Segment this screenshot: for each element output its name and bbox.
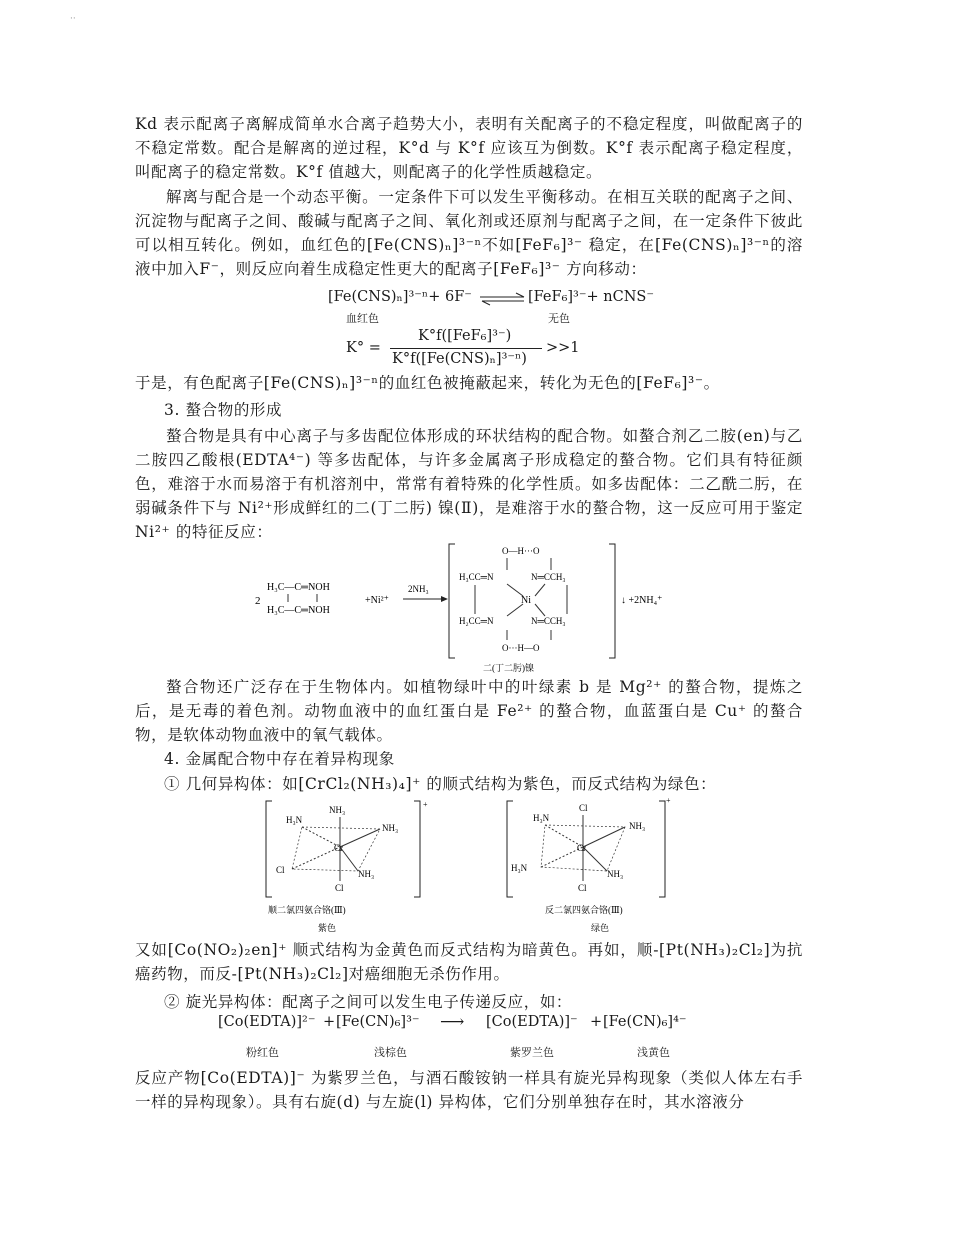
cis-cl-left: Cl (276, 865, 285, 875)
eq1-left: [Fe(CNS)ₙ]³⁻ⁿ+ 6F⁻ (328, 289, 472, 305)
ligand-bottom-left: H₂CC═N (459, 616, 494, 626)
equilibrium-arrow-icon (478, 291, 528, 307)
cis-charge: + (423, 800, 428, 809)
eq3-plus-2: + (590, 1014, 603, 1030)
eq3-b-color: 浅棕色 (374, 1046, 407, 1059)
eq3-d: [Fe(CN)₆]⁴⁻ (603, 1014, 687, 1030)
trans-nh3-right: NH₃ (629, 821, 646, 831)
eq2-lhs: K° = (346, 340, 381, 356)
paragraph-more-isomers: 又如[Co(NO₂)₂en]⁺ 顺式结构为金黄色而反式结构为暗黄色。再如，顺-[Pt(NH₃)₂Cl₂]为抗癌药物，而反-[Pt(NH₃)₂Cl₂]对癌细胞无杀伤作用。 (135, 941, 803, 983)
eq3-c-color: 紫罗兰色 (510, 1046, 554, 1059)
reactant-line-1: H₃C—C═NOH (267, 582, 330, 593)
hydrogen-bond-bottom: O···H—O (502, 643, 540, 653)
heading-isomerism: 4. 金属配合物中存在着异构现象 (164, 750, 395, 768)
eq3-b: [Fe(CN)₆]³⁻ (336, 1014, 420, 1030)
reaction-coefficient: 2 (255, 595, 261, 607)
eq3-plus-1: + (323, 1014, 336, 1030)
reactant-line-2: H₃C—C═NOH (267, 605, 330, 616)
trans-isomer-diagram (503, 797, 678, 942)
cis-isomer-name: 顺二氯四氨合铬(Ⅲ) (268, 905, 346, 915)
trans-isomer-name: 反二氯四氨合铬(Ⅲ) (545, 905, 623, 915)
eq1-right-label: 无色 (548, 312, 570, 325)
eq1-left-label: 血红色 (346, 312, 379, 325)
eq3-a: [Co(EDTA)]²⁻ (218, 1014, 316, 1030)
cis-chromium: Cr (334, 843, 343, 853)
reaction-condition: 2NH₃ (408, 584, 429, 594)
cis-isomer-diagram (262, 797, 432, 942)
hydrogen-bond-top: O—H···O (502, 546, 540, 556)
eq1-right: [FeF₆]³⁻+ nCNS⁻ (528, 289, 654, 305)
trans-nh3-bottom-right: NH₃ (607, 869, 624, 879)
ligand-top-left: H₃CC═N (459, 572, 494, 582)
eq3-a-color: 粉红色 (246, 1046, 279, 1059)
ligand-top-right: N═CCH₃ (531, 572, 566, 582)
corner-mark: ·· (70, 14, 76, 24)
fraction-bar (390, 348, 542, 349)
cis-isomer-color: 紫色 (318, 923, 337, 933)
trans-chromium: Cr (577, 843, 586, 853)
cis-nh3-top: NH₃ (329, 805, 346, 815)
paragraph-masking: 于是，有色配离子[Fe(CNS)ₙ]³⁻ⁿ的血红色被掩蔽起来，转化为无色的[FeF₆]³⁻。 (135, 374, 720, 392)
reaction-product: ↓ +2NH₄⁺ (621, 595, 663, 606)
cis-nh3-right: NH₃ (382, 823, 399, 833)
trans-h3n-bottom-left: H₃N (511, 863, 528, 873)
heading-chelate-formation: 3. 螯合物的形成 (164, 401, 283, 419)
nickel-dimethylglyoxime-reaction (255, 540, 700, 675)
eq2-rhs: >>1 (546, 340, 580, 356)
eq2-denominator: K°f([Fe(CNS)ₙ]³⁻ⁿ) (392, 351, 527, 367)
trans-charge: + (666, 797, 671, 805)
ligand-bottom-right: N═CCH₃ (531, 616, 566, 626)
cis-cl-bottom: Cl (335, 883, 344, 893)
reaction-arrow-icon (441, 596, 448, 602)
eq3-d-color: 浅黄色 (637, 1046, 670, 1059)
trans-h3n-top-left: H₃N (533, 813, 550, 823)
paragraph-stability-constants: K͏d 表示配离子离解成简单水合离子趋势大小，表明有关配离子的不稳定程度，叫做配离子的不稳定常数。配合是解离的逆过程，K°d 与 K°f 应该互为倒数。K°f 表示配离子稳定程度，叫配离子的稳定常数。K°f 值越大，则配离子的化学性质越稳定。 (135, 115, 803, 181)
paragraph-bio-chelates: 螯合物还广泛存在于生物体内。如植物绿叶中的叶绿素 b 是 Mg²⁺ 的螯合物，提炼之后，是无毒的着色剂。动物血液中的血红蛋白是 Fe²⁺ 的螯合物，血蓝蛋白是 Cu⁺ 的螯合物，是软体动物血液中的氧气载体。 (135, 678, 803, 744)
nickel-center: Ni (521, 595, 531, 606)
trans-cl-top: Cl (579, 803, 588, 813)
product-name: 二(丁二肟)镍 (483, 663, 534, 673)
paragraph-equilibrium: 解离与配合是一个动态平衡。一定条件下可以发生平衡移动。在相互关联的配离子之间、沉淀物与配离子之间、酸碱与配离子之间、氧化剂或还原剂与配离子之间，在一定条件下彼此可以相互转化。例如，血红色的[Fe(CNS)ₙ]³⁻ⁿ不如[FeF₆]³⁻ 稳定，在[Fe(CNS)ₙ]³⁻ⁿ的溶液中加入F⁻，则反应向着生成稳定性更大的配离子[FeF₆]³⁻ 方向移动： (135, 188, 803, 278)
paragraph-chelates: 螯合物是具有中心离子与多齿配位体形成的环状结构的配合物。如螯合剂乙二胺(en)与乙二胺四乙酸根(EDTA⁴⁻) 等多齿配体，与许多金属离子形成稳定的螯合物。它们具有特征颜色，难溶于水而易溶于有机溶剂中，常常有着特殊的化学性质。如多齿配体：二乙酰二肟，在弱碱条件下与 Ni²⁺形成鲜红的二(丁二肟) 镍(Ⅱ)，是难溶于水的螯合物，这一反应可用于鉴定 Ni²⁺ 的特征反应： (135, 427, 803, 541)
cis-nh3-bottom-right: NH₃ (358, 869, 375, 879)
cis-h3n: H₃N (286, 815, 303, 825)
reaction-arrow-icon: ⟶ (440, 1012, 465, 1032)
item-optical-isomers: ② 旋光异构体：配离子之间可以发生电子传递反应，如： (164, 993, 573, 1011)
trans-isomer-color: 绿色 (591, 923, 610, 933)
paragraph-optical-activity: 反应产物[Co(EDTA)]⁻ 为紫罗兰色，与酒石酸铵钠一样具有旋光异构现象（类似人体左右手一样的异构现象）。具有右旋(d) 与左旋(l) 异构体，它们分别单独存在时，其水溶液分 (135, 1069, 803, 1111)
trans-cl-bottom: Cl (578, 883, 587, 893)
eq3-c: [Co(EDTA)]⁻ (486, 1014, 578, 1030)
eq2-numerator: K°f([FeF₆]³⁻) (418, 328, 512, 344)
nickel-ion: +Ni²⁺ (365, 595, 389, 606)
item-geometric-isomers: ① 几何异构体：如[CrCl₂(NH₃)₄]⁺ 的顺式结构为紫色，而反式结构为绿色： (164, 775, 717, 793)
